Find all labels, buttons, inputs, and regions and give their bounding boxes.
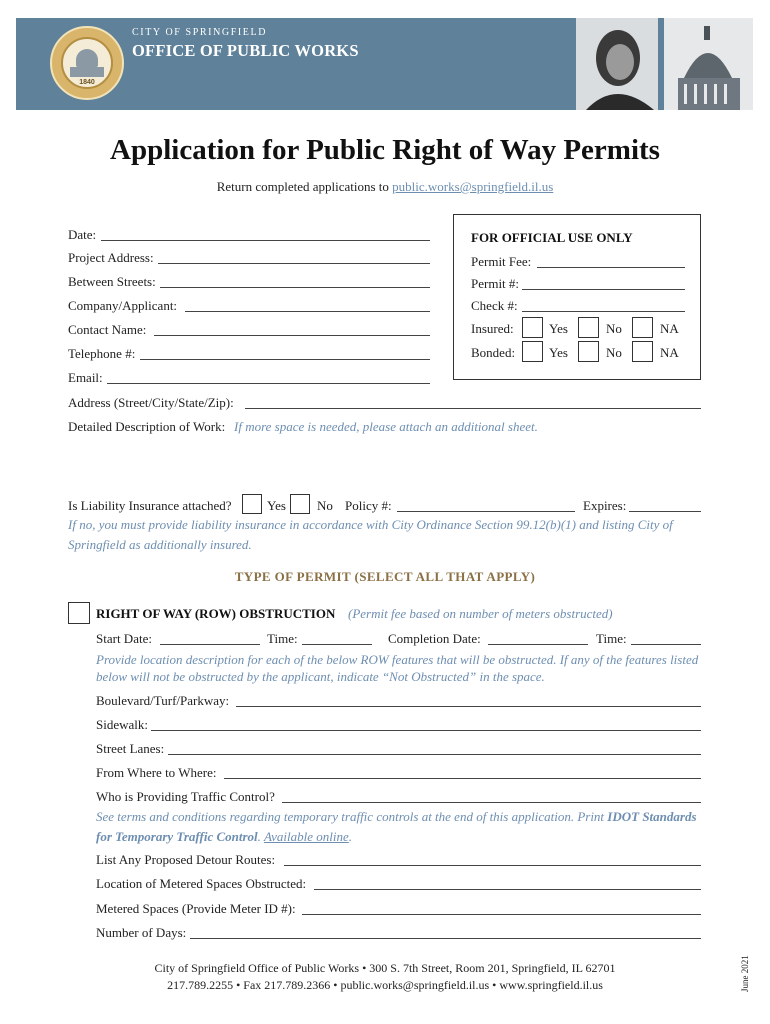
date-field[interactable] [101,240,430,241]
permit-fee-field[interactable] [537,267,685,268]
contact-name-label: Contact Name: [68,322,147,337]
insurance-no-checkbox[interactable] [290,494,310,514]
sidewalk-field[interactable] [151,730,701,731]
number-of-days-field[interactable] [190,938,701,939]
available-online-link[interactable]: Available online [263,829,349,844]
bonded-label: Bonded: [471,345,516,360]
start-time-field[interactable] [302,644,372,645]
telephone-field[interactable] [140,359,430,360]
row-hint-line2: below will not be obstructed by the applicant, indicate “Not Obstructed” in the space. [96,669,545,684]
seal-year: 1840 [79,79,95,86]
page-title: Application for Public Right of Way Permits [110,134,660,166]
row-hint-line1: Provide location description for each of the below ROW features that will be obstructed. If any of the features listed [96,652,699,667]
policy-field[interactable] [397,511,575,512]
check-number-field[interactable] [522,311,685,312]
detour-label: List Any Proposed Detour Routes: [96,852,276,867]
traffic-note-end: . [348,829,353,844]
type-of-permit-heading: TYPE OF PERMIT (SELECT ALL THAT APPLY) [234,569,536,584]
bonded-yes-checkbox[interactable] [522,341,543,362]
header-banner [16,18,753,110]
traffic-control-label: Who is Providing Traffic Control? [96,789,275,804]
city-name: CITY OF SPRINGFIELD [132,27,268,38]
bonded-yes-label: Yes [549,345,568,360]
bonded-na-label: NA [660,345,679,360]
completion-time-label: Time: [596,631,627,646]
start-date-field[interactable] [160,644,260,645]
insurance-no-label: No [317,498,333,513]
project-address-label: Project Address: [68,250,154,265]
return-instructions [0,179,770,195]
traffic-note-sep: . [257,829,264,844]
completion-time-field[interactable] [631,644,701,645]
temporary-traffic-control-text: for Temporary Traffic Control [96,829,258,844]
from-where-label: From Where to Where: [96,765,217,780]
project-address-field[interactable] [158,263,430,264]
description-area[interactable] [68,438,701,486]
traffic-note-line2 [96,829,352,845]
date-label: Date: [68,227,97,242]
between-streets-label: Between Streets: [68,274,156,289]
insured-yes-checkbox[interactable] [522,317,543,338]
insured-label: Insured: [471,321,514,336]
idot-standards-text: IDOT Standards [607,809,697,824]
detour-field[interactable] [284,865,701,866]
insured-na-label: NA [660,321,679,336]
metered-ids-field[interactable] [302,914,701,915]
bonded-no-label: No [606,345,622,360]
telephone-label: Telephone #: [68,346,136,361]
address-field[interactable] [245,408,701,409]
lincoln-portrait-image [576,18,658,110]
traffic-control-field[interactable] [282,802,701,803]
insured-yes-label: Yes [549,321,568,336]
boulevard-field[interactable] [236,706,701,707]
row-obstruction-note: (Permit fee based on number of meters obstructed) [348,606,613,621]
row-obstruction-checkbox[interactable] [68,602,90,624]
street-lanes-label: Street Lanes: [96,741,165,756]
traffic-note-line1 [96,809,697,825]
completion-date-field[interactable] [488,644,588,645]
row-obstruction-title: RIGHT OF WAY (ROW) OBSTRUCTION [96,606,336,621]
start-time-label: Time: [267,631,298,646]
footer-contact: 217.789.2255 • Fax 217.789.2366 • public.works@springfield.il.us • www.springfield.il.us [167,978,603,992]
insurance-note-line1: If no, you must provide liability insurance in accordance with City Ordinance Section 99.12(b)(1) and listing City of [68,517,673,532]
metered-ids-label: Metered Spaces (Provide Meter ID #): [96,901,296,916]
between-streets-field[interactable] [160,287,430,288]
number-of-days-label: Number of Days: [96,925,187,940]
city-seal-logo [50,26,124,100]
contact-name-field[interactable] [154,335,430,336]
email-field[interactable] [107,383,430,384]
footer [0,960,770,994]
bonded-no-checkbox[interactable] [578,341,599,362]
official-use-title: FOR OFFICIAL USE ONLY [471,230,633,245]
insured-no-label: No [606,321,622,336]
description-hint: If more space is needed, please attach an additional sheet. [234,419,538,434]
policy-label: Policy #: [345,498,392,513]
traffic-note-text: See terms and conditions regarding temporary traffic controls at the end of this application. Print [96,809,608,824]
insurance-yes-checkbox[interactable] [242,494,262,514]
insurance-question: Is Liability Insurance attached? [68,498,232,513]
bonded-na-checkbox[interactable] [632,341,653,362]
email-label: Email: [68,370,103,385]
metered-location-label: Location of Metered Spaces Obstructed: [96,876,307,891]
company-field[interactable] [185,311,430,312]
permit-fee-label: Permit Fee: [471,254,532,269]
return-email-link[interactable]: public.works@springfield.il.us [392,179,554,194]
company-label: Company/Applicant: [68,298,178,313]
footer-address: City of Springfield Office of Public Works • 300 S. 7th Street, Room 201, Springfield, IL 62701 [154,961,616,975]
permit-number-field[interactable] [522,289,685,290]
metered-location-field[interactable] [314,889,701,890]
expires-field[interactable] [629,511,701,512]
office-name: OFFICE OF PUBLIC WORKS [132,41,359,60]
completion-date-label: Completion Date: [388,631,481,646]
from-where-field[interactable] [224,778,701,779]
permit-number-label: Permit #: [471,276,520,291]
capitol-dome-image [664,18,753,110]
check-number-label: Check #: [471,298,518,313]
address-label: Address (Street/City/State/Zip): [68,395,234,410]
expires-label: Expires: [583,498,627,513]
revision-date: June 2021 [740,955,750,992]
insured-no-checkbox[interactable] [578,317,599,338]
insured-na-checkbox[interactable] [632,317,653,338]
return-prefix: Return completed applications to [216,179,393,194]
start-date-label: Start Date: [96,631,152,646]
insurance-note-line2: Springfield as additionally insured. [68,537,252,552]
sidewalk-label: Sidewalk: [96,717,148,732]
street-lanes-field[interactable] [168,754,701,755]
insurance-yes-label: Yes [267,498,286,513]
description-label: Detailed Description of Work: [68,419,226,434]
boulevard-label: Boulevard/Turf/Parkway: [96,693,230,708]
